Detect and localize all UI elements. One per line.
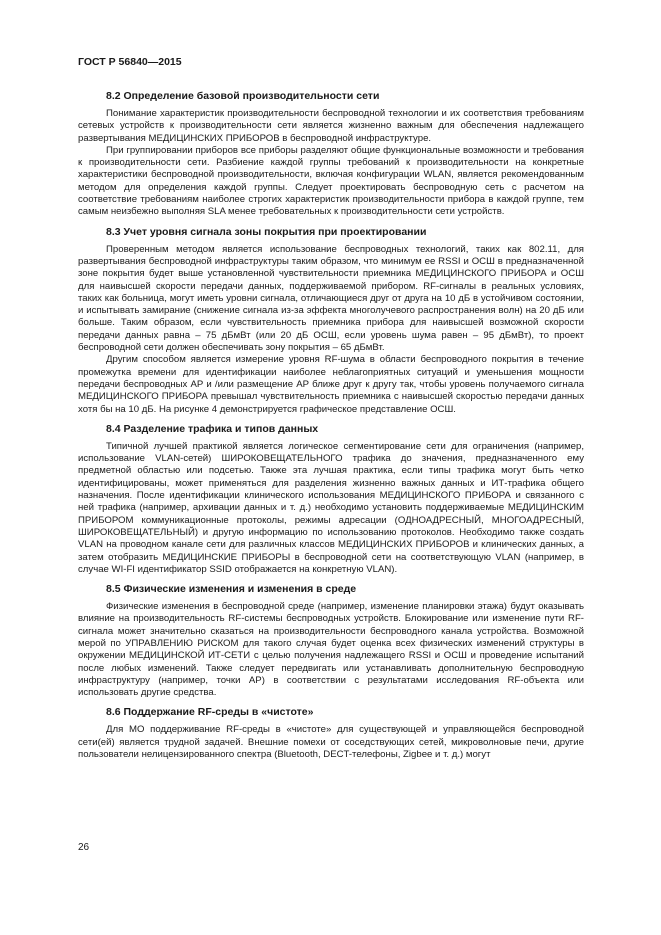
page-number: 26	[78, 842, 90, 853]
section-title: 8.6 Поддержание RF-среды в «чистоте»	[106, 706, 314, 719]
section-8-2	[78, 90, 584, 219]
document-header: ГОСТ Р 56840—2015	[78, 56, 182, 68]
section-title: 8.4 Разделение трафика и типов данных	[106, 422, 319, 435]
section-8-5	[78, 583, 584, 699]
paragraph: Другим способом является измерение уровня RF-шума в области беспроводного покрытия в течение промежутка времени для идентификации наиболее неблагоприятных ситуаций и уменьшения мощности передачи беспроводных АР и /или размещение АР ближе друг к другу так, чтобы уровень получаемого сигнала МЕДИЦИНСКОГО ПРИБОРА превышал чувствительность приемника с наивысшей скоростью передачи данных хотя бы на 10 дБ. На рисунке 4 демонстрируется графическое представление ОСШ.	[78, 354, 584, 415]
paragraph: Проверенным методом является использование беспроводных технологий, таких как 802.11, для развертывания беспроводной инфраструктуры таким образом, что минимум ее RSSI и ОСШ в предназначенной зоне покрытия будет выше установленной чувствительности приемника МЕДИЦИНСКОГО ПРИБОРА и ОСШ для наивысшей скорости передачи данных, поддерживаемой прибором. RF-сигналы в реальных условиях, таких как больница, могут иметь уровни сигнала, отличающиеся друг от друга на 10 дБ в устойчивом состоянии, и испытывать замирание (снижение сигнала из-за эффекта многолучевого распространения волн) на 20 дБ или больше. Таким образом, если чувствительность приемника прибора для наивысшей возможной скорости передачи данных равна – 75 дБмВт (или 20 дБ ОСШ, если уровень шума равен – 95 дБмВт), то проект беспроводной сети должен обеспечивать зону покрытия – 65 дБмВт.	[78, 243, 584, 354]
document-body	[78, 90, 584, 768]
section-8-4	[78, 423, 584, 576]
section-title: 8.5 Физические изменения и изменения в среде	[106, 583, 357, 596]
paragraph: Для МО поддерживание RF-среды в «чистоте» для существующей и управляющейся беспроводной сети(ей) является трудной задачей. Внешние помехи от соседствующих сетей, микроволновые печи, другие пользователи нелицензированного спектра (Bluetooth, DECT-телефоны, Zigbee и т. д.) могут	[78, 724, 584, 761]
paragraph: Понимание характеристик производительности беспроводной технологии и их соответствия требованиям сетевых устройств к производительности сети является жизненно важным для обеспечения надлежащего развертывания МЕДИЦИНСКИХ ПРИБОРОВ в беспроводной инфраструктуре.	[78, 108, 584, 144]
section-title: 8.3 Учет уровня сигнала зоны покрытия при проектировании	[106, 225, 427, 238]
paragraph: При группировании приборов все приборы разделяют общие функциональные возможности и требования к производительности сети. Разбиение каждой группы требований к производительности на конкретные характеристики беспроводной производительности, включая конфигурации WLAN, является рекомендованным методом для определения каждой группы. Следует проектировать беспроводную сеть с расчетом на соответствие требованиям наиболее строгих характеристик производительности прибора в каждой группе, тем самым неизбежно выполняя SLA менее требовательных к производительности сети устройств.	[78, 144, 584, 218]
paragraph: Физические изменения в беспроводной среде (например, изменение планировки этажа) будут оказывать влияние на производительность RF-системы беспроводных устройств. Блокирование или изменение пути RF-сигнала может значительно сказаться на производительности беспроводного канала устройства. Возможной мерой по УПРАВЛЕНИЮ РИСКОМ для такого случая будет оценка всех физических изменений структуры в окружении МЕДИЦИНСКОЙ ИТ-СЕТИ с целью получения надлежащего RSSI и ОСШ и проведение испытаний после любых изменений. Также следует передвигать или устанавливать дополнительную беспроводную инфраструктуру (например, точки АР) в соответствии с результатами исследования RF-объекта или использовать другие средства.	[78, 601, 584, 699]
section-8-3	[78, 226, 584, 416]
section-8-6	[78, 706, 584, 761]
paragraph: Типичной лучшей практикой является логическое сегментирование сети для ограничения (например, использование VLAN-сетей) ШИРОКОВЕЩАТЕЛЬНОГО трафика до значения, предназначенного ему предметной областью или подсетью. Также эта лучшая практика, если типы трафика могут быть четко идентифицированы, может применяться для разделения жизненно важных данных и ИТ-трафика общего назначения. После идентификации клинического использования МЕДИЦИНСКОГО ПРИБОРА и связанного с ней трафика (например, архивации данных и т. д.) необходимо установить поддерживаемые МЕДИЦИНСКИМ ПРИБОРОМ коммуникационные протоколы, режимы адресации (ОДНОАДРЕСНЫЙ, МНОГОАДРЕСНЫЙ, ШИРОКОВЕЩАТЕЛЬНЫЙ) и другую информацию по использованию протоколов. Необходимо также создать VLAN на проводном канале сети для различных классов МЕДИЦИНСКИХ ПРИБОРОВ и клинических данных, а затем отобразить МЕДИЦИНСКИЕ ПРИБОРЫ в беспроводной сети на соответствующую VLAN (например, в случае WI-FI идентификатор SSID отображается на конкретную VLAN).	[78, 440, 584, 575]
section-title: 8.2 Определение базовой производительности сети	[106, 90, 380, 102]
